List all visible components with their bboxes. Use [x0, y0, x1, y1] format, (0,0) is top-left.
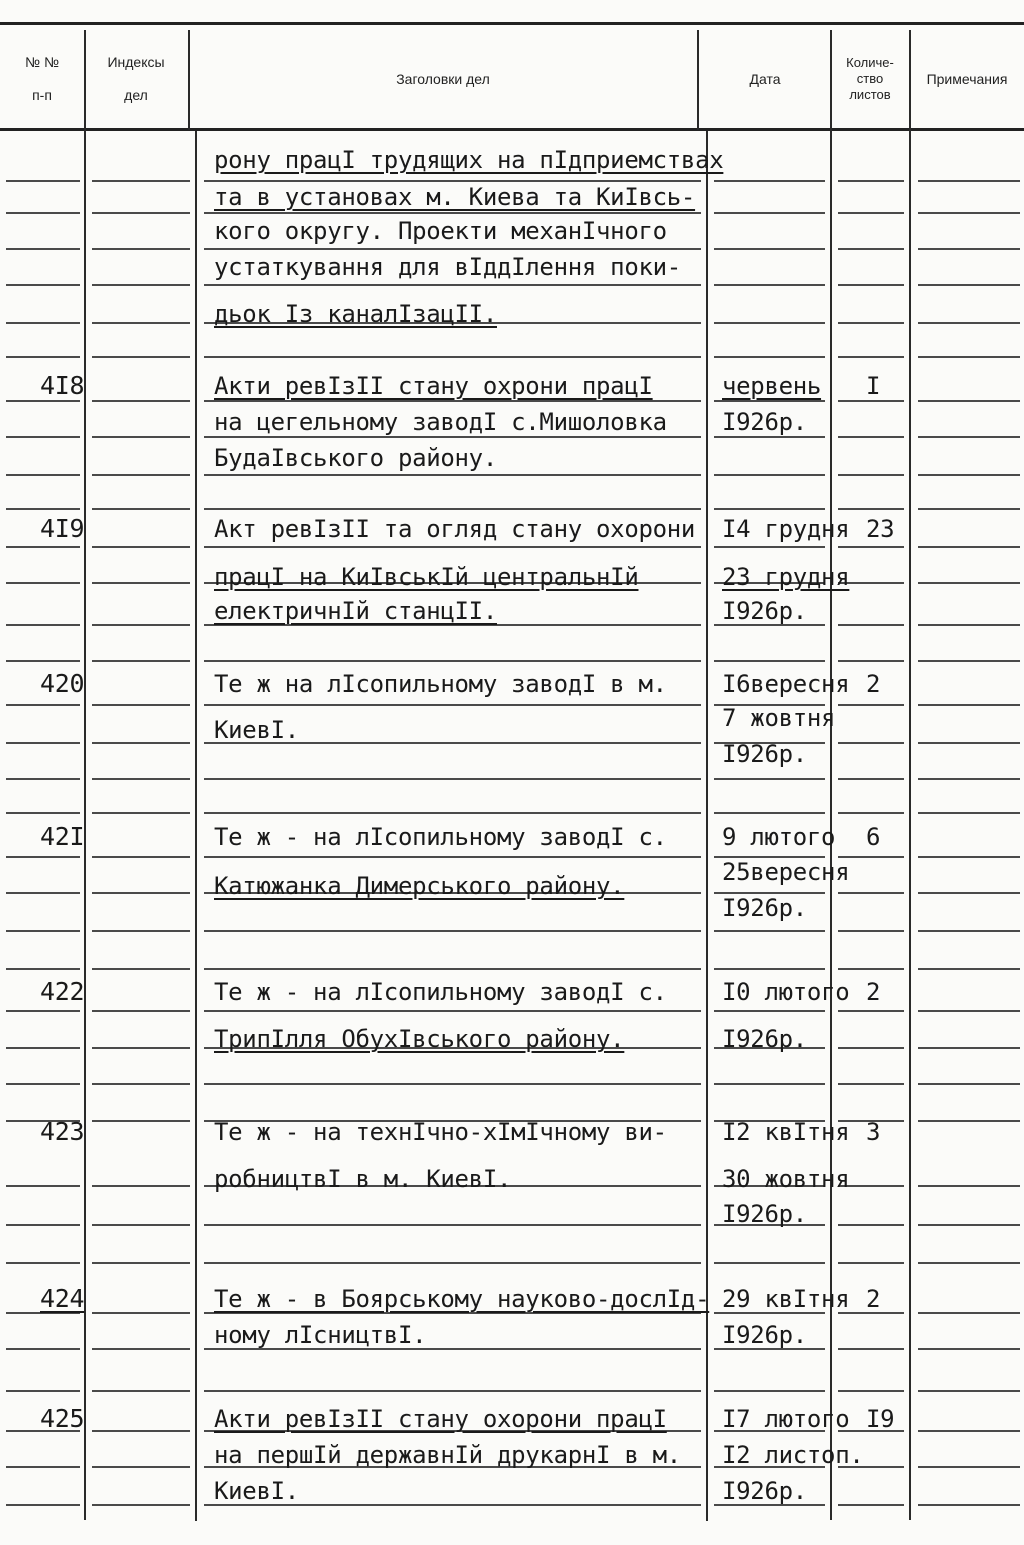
ruled-line: [838, 660, 904, 662]
entry-date-line: I2 квІтня: [722, 1118, 850, 1146]
ruled-line: [204, 1083, 701, 1085]
ruled-line: [204, 248, 701, 250]
ruled-line: [92, 660, 190, 662]
ruled-line: [918, 1083, 1020, 1085]
ruled-line: [838, 436, 904, 438]
entry-date-line: 9 лютого: [722, 823, 836, 851]
ruled-line: [838, 930, 904, 932]
header-bottom-rule: [0, 128, 1024, 131]
ruled-line: [714, 284, 825, 286]
ruled-line: [838, 284, 904, 286]
col-divider-2: [188, 30, 190, 130]
ruled-line: [92, 284, 190, 286]
ruled-line: [92, 742, 190, 744]
entry-title-line: КиевІ.: [214, 716, 299, 744]
entry-sheets: I9: [866, 1405, 895, 1433]
ruled-line: [918, 400, 1020, 402]
ruled-line: [714, 660, 825, 662]
ruled-line: [92, 1047, 190, 1049]
ruled-line: [6, 1010, 80, 1012]
entry-date-line: I926р.: [722, 1025, 807, 1053]
ruled-line: [6, 778, 80, 780]
ruled-line: [204, 212, 701, 214]
ruled-line: [6, 1262, 80, 1264]
ruled-line: [714, 180, 825, 182]
ruled-line: [204, 1262, 701, 1264]
ruled-line: [714, 508, 825, 510]
ruled-line: [6, 180, 80, 182]
ruled-line: [92, 582, 190, 584]
ruled-line: [714, 400, 825, 402]
ruled-line: [92, 508, 190, 510]
ruled-line: [838, 356, 904, 358]
ruled-line: [6, 1348, 80, 1350]
ruled-line: [918, 930, 1020, 932]
ruled-line: [714, 968, 825, 970]
ruled-line: [918, 322, 1020, 324]
ruled-line: [92, 778, 190, 780]
entry-title-line: робництвІ в м. КиевІ.: [214, 1165, 512, 1193]
ruled-line: [6, 1047, 80, 1049]
entry-sheets: 2: [866, 978, 881, 1006]
ruled-line: [92, 892, 190, 894]
header-notes: Примечания: [926, 70, 1008, 87]
ruled-line: [838, 892, 904, 894]
ruled-line: [92, 930, 190, 932]
ruled-line: [918, 624, 1020, 626]
entry-title-line: Те ж - на технІчно-хІмІчному ви-: [214, 1118, 667, 1146]
ruled-line: [204, 546, 701, 548]
ruled-line: [838, 778, 904, 780]
entry-number: 425: [40, 1404, 85, 1433]
ruled-line: [6, 930, 80, 932]
ruled-line: [6, 812, 80, 814]
entry-date-line: I926р.: [722, 408, 807, 436]
ruled-line: [838, 968, 904, 970]
entry-date-line: I7 лютого: [722, 1405, 850, 1433]
ruled-line: [714, 436, 825, 438]
ruled-line: [714, 1262, 825, 1264]
entry-date-line: 7 жовтня: [722, 704, 836, 732]
ruled-line: [92, 1262, 190, 1264]
ruled-line: [918, 660, 1020, 662]
ruled-line: [918, 892, 1020, 894]
ruled-line: [92, 248, 190, 250]
entry-title-line: Те ж - на лІсопильному заводІ с.: [214, 823, 667, 851]
ruled-line: [838, 1504, 904, 1506]
ruled-line: [838, 1047, 904, 1049]
ruled-line: [918, 546, 1020, 548]
entry-date-line: 30 жовтня: [722, 1165, 850, 1193]
entry-title-line: Акти ревІзІІ стану охорони працІ: [214, 1405, 667, 1433]
entry-date-line: I0 лютого: [722, 978, 850, 1006]
ruled-line: [92, 1504, 190, 1506]
entry-title-line: на першІй державнІй друкарнІ в м.: [214, 1441, 681, 1469]
entry-date-line: червень: [722, 372, 822, 400]
ruled-line: [918, 582, 1020, 584]
ruled-line: [6, 856, 80, 858]
ruled-line: [838, 1083, 904, 1085]
ruled-line: [6, 660, 80, 662]
ruled-line: [6, 212, 80, 214]
col-divider-3: [697, 30, 699, 130]
entry-title-line: Те ж - в Боярському науково-дослІд-: [214, 1285, 710, 1313]
top-rule: [0, 22, 1024, 25]
ruled-line: [918, 704, 1020, 706]
ruled-line: [6, 248, 80, 250]
ruled-line: [918, 968, 1020, 970]
ruled-line: [6, 1185, 80, 1187]
ruled-line: [838, 474, 904, 476]
entry-date-line: I926р.: [722, 597, 807, 625]
ruled-line: [6, 322, 80, 324]
continuation-line: кого округу. Проекти механІчного: [214, 217, 667, 245]
ruled-line: [838, 624, 904, 626]
entry-date-line: I2 листоп.: [722, 1441, 864, 1469]
header-sheets: Количе- ство листов: [846, 55, 894, 102]
ruled-line: [838, 248, 904, 250]
entry-title-line: Катюжанка Димерського району.: [214, 872, 625, 900]
ruled-line: [92, 1224, 190, 1226]
col-divider-1: [84, 30, 86, 1520]
entry-number: 4I9: [40, 514, 85, 543]
entry-number: 42I: [40, 822, 85, 851]
entry-date-line: I926р.: [722, 740, 807, 768]
ruled-line: [714, 778, 825, 780]
entry-sheets: 2: [866, 670, 881, 698]
entry-number: 4I8: [40, 371, 85, 400]
ruled-line: [204, 356, 701, 358]
ruled-line: [204, 284, 701, 286]
ruled-line: [6, 892, 80, 894]
entry-number: 424: [40, 1284, 85, 1313]
ruled-line: [918, 1010, 1020, 1012]
ruled-line: [6, 474, 80, 476]
entry-sheets: I: [866, 372, 881, 400]
ruled-line: [918, 778, 1020, 780]
entry-title-line: працІ на КиІвськІй центральнІй: [214, 563, 639, 591]
continuation-line: та в установах м. Киева та КиІвсь-: [214, 183, 696, 211]
ruled-line: [714, 248, 825, 250]
header-number: № № п-п: [25, 54, 59, 103]
ruled-line: [92, 1120, 190, 1122]
ruled-line: [918, 474, 1020, 476]
ruled-line: [92, 624, 190, 626]
ruled-line: [714, 1083, 825, 1085]
ruled-line: [918, 436, 1020, 438]
ruled-line: [204, 1010, 701, 1012]
ruled-line: [92, 322, 190, 324]
ruled-line: [204, 1224, 701, 1226]
ruled-line: [918, 856, 1020, 858]
ruled-line: [838, 1390, 904, 1392]
ruled-line: [6, 546, 80, 548]
ruled-line: [918, 1504, 1020, 1506]
entry-number: 420: [40, 669, 85, 698]
ruled-line: [204, 968, 701, 970]
ruled-line: [714, 356, 825, 358]
ruled-line: [6, 1224, 80, 1226]
ruled-line: [918, 1262, 1020, 1264]
ruled-line: [6, 1466, 80, 1468]
ruled-line: [92, 474, 190, 476]
ruled-line: [918, 1047, 1020, 1049]
continuation-line: рону працІ трудящих на пІдприемствах: [214, 146, 724, 174]
ruled-line: [6, 1083, 80, 1085]
table-header: [0, 30, 1024, 128]
ruled-line: [92, 212, 190, 214]
ruled-line: [92, 546, 190, 548]
ruled-line: [918, 742, 1020, 744]
entry-date-line: I6вересня: [722, 670, 850, 698]
ruled-line: [6, 624, 80, 626]
ruled-line: [918, 1466, 1020, 1468]
ruled-line: [838, 180, 904, 182]
ruled-line: [92, 1312, 190, 1314]
ruled-line: [92, 1348, 190, 1350]
header-date: Дата: [749, 70, 781, 87]
ruled-line: [838, 812, 904, 814]
ruled-line: [6, 742, 80, 744]
ruled-line: [918, 356, 1020, 358]
ruled-line: [92, 400, 190, 402]
ruled-line: [918, 508, 1020, 510]
ruled-line: [714, 930, 825, 932]
entry-date-line: 29 квІтня: [722, 1285, 850, 1313]
ruled-line: [92, 812, 190, 814]
entry-title-line: Те ж - на лІсопильному заводІ с.: [214, 978, 667, 1006]
entry-date-line: I926р.: [722, 1477, 807, 1505]
ruled-line: [6, 356, 80, 358]
ruled-line: [92, 1390, 190, 1392]
ruled-line: [918, 1348, 1020, 1350]
entry-number: 423: [40, 1117, 85, 1146]
entry-date-line: I4 грудня: [722, 515, 850, 543]
ruled-line: [92, 180, 190, 182]
ruled-line: [204, 660, 701, 662]
ruled-line: [204, 856, 701, 858]
entry-title-line: КиевІ.: [214, 1477, 299, 1505]
ruled-line: [204, 180, 701, 182]
ruled-line: [918, 284, 1020, 286]
ruled-line: [918, 212, 1020, 214]
entry-title-line: Акт ревІзІІ та огляд стану охорони: [214, 515, 696, 543]
entry-date-line: 23 грудня: [722, 563, 850, 591]
ruled-line: [918, 180, 1020, 182]
entry-sheets: 2: [866, 1285, 881, 1313]
ruled-line: [6, 704, 80, 706]
col-divider-2b: [195, 131, 197, 1521]
entry-title-line: електричнІй станцІІ.: [214, 597, 497, 625]
ruled-line: [204, 400, 701, 402]
col-divider-5: [909, 30, 911, 1520]
entry-title-line: ТрипІлля ОбухІвського району.: [214, 1025, 625, 1053]
ruled-line: [918, 1430, 1020, 1432]
entry-title-line: Акти ревІзІІ стану охрони працІ: [214, 372, 653, 400]
ruled-line: [204, 930, 701, 932]
ruled-line: [714, 322, 825, 324]
ruled-line: [838, 546, 904, 548]
ruled-line: [838, 742, 904, 744]
ruled-line: [92, 968, 190, 970]
ruled-line: [714, 1390, 825, 1392]
ruled-line: [838, 1224, 904, 1226]
ruled-line: [918, 1120, 1020, 1122]
ruled-line: [838, 1348, 904, 1350]
ruled-line: [92, 1010, 190, 1012]
ruled-line: [92, 704, 190, 706]
entry-title-line: на цегельному заводІ с.Мишоловка: [214, 408, 667, 436]
ruled-line: [92, 356, 190, 358]
header-title: Заголовки дел: [396, 70, 490, 87]
ruled-line: [714, 474, 825, 476]
entry-sheets: 23: [866, 515, 895, 543]
ruled-line: [714, 812, 825, 814]
continuation-line: устаткування для вІддІлення поки-: [214, 253, 681, 281]
ruled-line: [838, 1010, 904, 1012]
ruled-line: [92, 1466, 190, 1468]
ruled-line: [204, 474, 701, 476]
ruled-line: [92, 1185, 190, 1187]
ruled-line: [204, 436, 701, 438]
entry-date-line: I926р.: [722, 1200, 807, 1228]
ruled-line: [6, 968, 80, 970]
ruled-line: [838, 322, 904, 324]
entry-title-line: ному лІсництвІ.: [214, 1321, 427, 1349]
ruled-line: [6, 1390, 80, 1392]
ruled-line: [204, 508, 701, 510]
continuation-line: дьок Із каналІзацІІ.: [214, 300, 497, 328]
header-index: Индексы дел: [107, 54, 165, 103]
ruled-line: [6, 400, 80, 402]
ruled-line: [6, 582, 80, 584]
entry-sheets: 3: [866, 1118, 881, 1146]
ruled-line: [838, 508, 904, 510]
ruled-line: [6, 1504, 80, 1506]
ruled-line: [838, 704, 904, 706]
ruled-line: [838, 212, 904, 214]
ruled-line: [918, 1185, 1020, 1187]
ruled-line: [918, 1390, 1020, 1392]
ruled-line: [838, 400, 904, 402]
entry-date-line: 25вересня: [722, 858, 850, 886]
ruled-line: [204, 812, 701, 814]
ruled-line: [92, 1430, 190, 1432]
entry-title-line: Те ж на лІсопильному заводІ в м.: [214, 670, 667, 698]
ruled-line: [6, 436, 80, 438]
ruled-line: [92, 436, 190, 438]
ruled-line: [92, 856, 190, 858]
ruled-line: [918, 1224, 1020, 1226]
ruled-line: [714, 546, 825, 548]
ruled-line: [918, 812, 1020, 814]
ruled-line: [92, 1083, 190, 1085]
entry-number: 422: [40, 977, 85, 1006]
entry-date-line: I926р.: [722, 1321, 807, 1349]
ruled-line: [6, 284, 80, 286]
ruled-line: [714, 212, 825, 214]
entry-date-line: I926р.: [722, 894, 807, 922]
ruled-line: [6, 508, 80, 510]
ruled-line: [838, 1262, 904, 1264]
ruled-line: [204, 1390, 701, 1392]
ruled-line: [204, 704, 701, 706]
entry-sheets: 6: [866, 823, 881, 851]
ruled-line: [918, 248, 1020, 250]
ruled-line: [918, 1312, 1020, 1314]
ruled-line: [204, 778, 701, 780]
ruled-line: [714, 1010, 825, 1012]
entry-title-line: БудаІвського району.: [214, 444, 497, 472]
